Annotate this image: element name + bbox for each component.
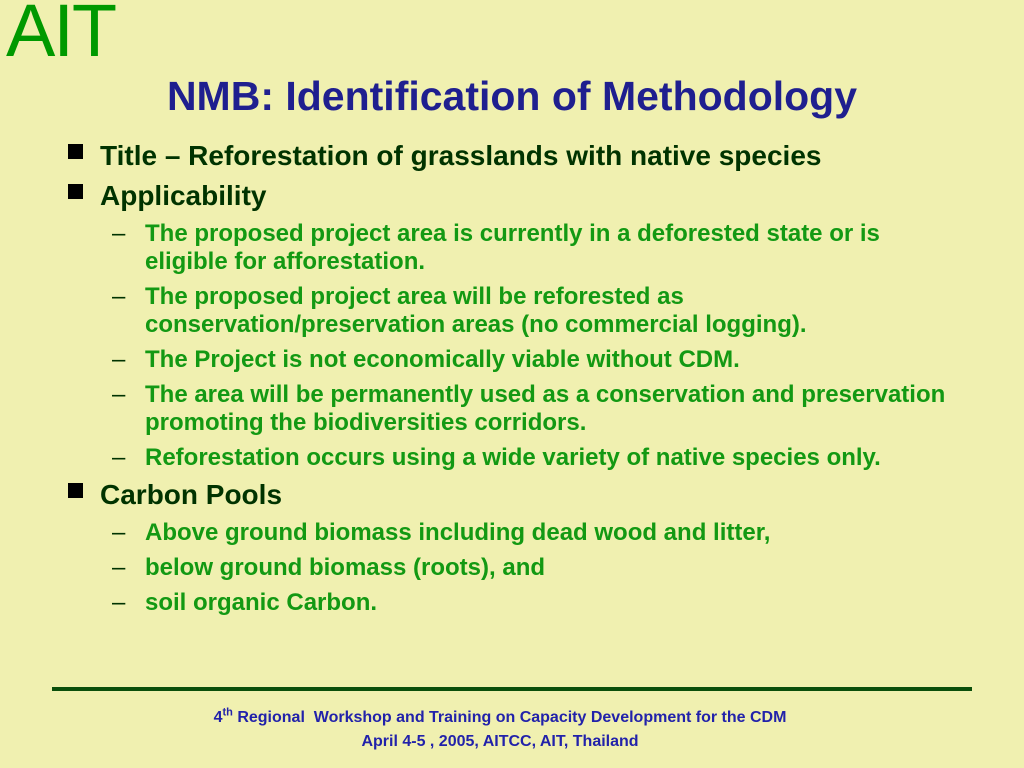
dash-bullet-icon: – [112, 519, 126, 546]
sub-bullet-text: The proposed project area will be reforested as conservation/preservation areas (no commercial logging). [145, 283, 807, 338]
square-bullet-icon [68, 144, 83, 159]
bullet-text: Applicability [100, 180, 267, 211]
footer-line-2: April 4-5 , 2005, AITCC, AIT, Thailand [361, 733, 639, 750]
sub-bullet-text: soil organic Carbon. [145, 589, 378, 616]
sub-bullet-text: Reforestation occurs using a wide variety of native species only. [145, 444, 881, 471]
footer-ordinal: th [222, 706, 233, 719]
ait-logo: AIT [6, 0, 116, 72]
sub-bullet [64, 554, 964, 582]
bullet-text: Carbon Pools [100, 479, 283, 510]
sub-bullet-text: The area will be permanently used as a conservation and preservation promoting the biodiversities corridors. [145, 381, 946, 436]
dash-bullet-icon: – [112, 554, 126, 581]
slide-title: NMB: Identification of Methodology [166, 73, 858, 119]
sub-bullet [64, 283, 964, 339]
sub-bullet [64, 346, 964, 374]
bullet-applicability [64, 180, 964, 211]
bullet-text: Title – Reforestation of grasslands with native species [100, 140, 822, 171]
footer-number: 4 [213, 709, 223, 726]
sub-bullet [64, 589, 964, 617]
sub-bullet [64, 444, 964, 472]
dash-bullet-icon: – [112, 283, 126, 310]
dash-bullet-icon: – [112, 220, 126, 247]
footer-line-1 [0, 708, 1000, 728]
square-bullet-icon [68, 184, 83, 199]
sub-bullet [64, 220, 964, 276]
bullet-title [64, 140, 964, 171]
bullet-carbon-pools [64, 479, 964, 510]
dash-bullet-icon: – [112, 589, 126, 616]
sub-bullet [64, 381, 964, 437]
sub-bullet-text: Above ground biomass including dead wood and litter, [145, 519, 771, 546]
sub-bullet-text: below ground biomass (roots), and [145, 554, 546, 581]
dash-bullet-icon: – [112, 346, 126, 373]
dash-bullet-icon: – [112, 444, 126, 471]
footer-event-name: Regional Workshop and Training on Capacity Development for the CDM [232, 709, 787, 726]
sub-bullet-text: The Project is not economically viable without CDM. [145, 346, 740, 373]
square-bullet-icon [68, 483, 83, 498]
sub-bullet [64, 519, 964, 547]
dash-bullet-icon: – [112, 381, 126, 408]
sub-bullet-text: The proposed project area is currently in a deforested state or is eligible for afforestation. [145, 220, 880, 275]
slide-content [64, 140, 964, 624]
footer-divider [52, 687, 972, 691]
